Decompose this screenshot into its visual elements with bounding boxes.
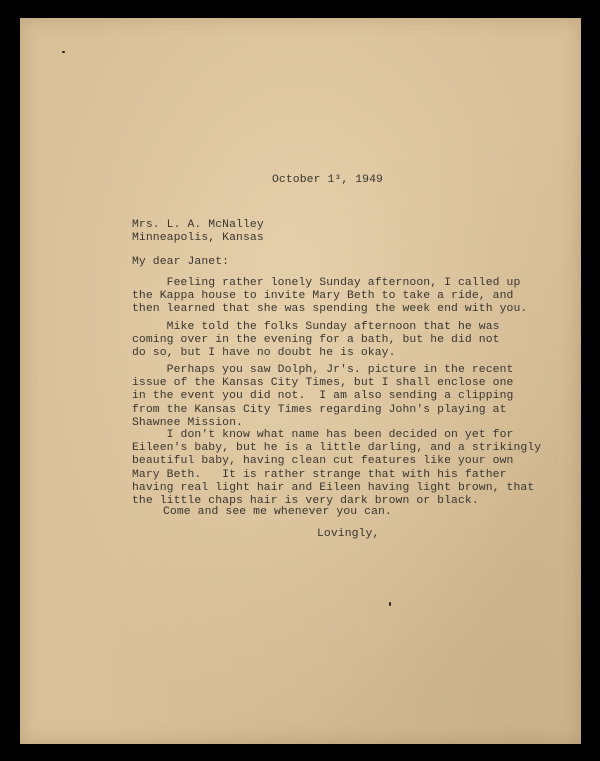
paragraph-1	[132, 277, 527, 317]
paragraph-4	[132, 429, 541, 508]
paragraph-line: Shawnee Mission.	[132, 416, 243, 429]
paragraph-line: from the Kansas City Times regarding John's playing at	[132, 403, 507, 416]
recipient-location: Minneapolis, Kansas	[132, 232, 264, 244]
signoff: Lovingly,	[317, 528, 380, 540]
closing-line: Come and see me whenever you can.	[163, 506, 392, 518]
paragraph-line: coming over in the evening for a bath, but he did not	[132, 334, 500, 347]
paragraph-line: in the event you did not. I am also sending a clipping	[132, 390, 514, 403]
recipient-name: Mrs. L. A. McNalley	[132, 219, 264, 231]
paragraph-line: Perhaps you saw Dolph, Jr's. picture in the recent	[132, 364, 514, 376]
paragraph-line: the Kappa house to invite Mary Beth to take a ride, and	[132, 290, 514, 303]
letter-date: October 1³, 1949	[272, 174, 383, 186]
paragraph-line: the little chaps hair is very dark brown or black.	[132, 495, 479, 508]
paragraph-line: I don't know what name has been decided on yet for	[132, 429, 514, 441]
ink-speck	[389, 602, 391, 606]
paragraph-line: having real light hair and Eileen having light brown, that	[132, 481, 535, 494]
paragraph-line: Mike told the folks Sunday afternoon that he was	[132, 321, 500, 333]
ink-speck	[62, 51, 65, 53]
paragraph-3	[132, 364, 513, 430]
paragraph-line: Eileen's baby, but he is a little darling, and a strikingly	[132, 442, 542, 455]
paragraph-line: do so, but I have no doubt he is okay.	[132, 347, 396, 360]
paragraph-line: issue of the Kansas City Times, but I shall enclose one	[132, 377, 514, 390]
paragraph-line: beautiful baby, having clean cut features like your own	[132, 455, 514, 468]
letter-page	[20, 18, 581, 744]
paragraph-line: then learned that she was spending the week end with you.	[132, 303, 528, 316]
salutation: My dear Janet:	[132, 256, 230, 268]
paragraph-2	[132, 321, 500, 361]
paragraph-line: Mary Beth. It is rather strange that with his father	[132, 468, 507, 481]
paragraph-line: Feeling rather lonely Sunday afternoon, I called up	[132, 277, 521, 289]
